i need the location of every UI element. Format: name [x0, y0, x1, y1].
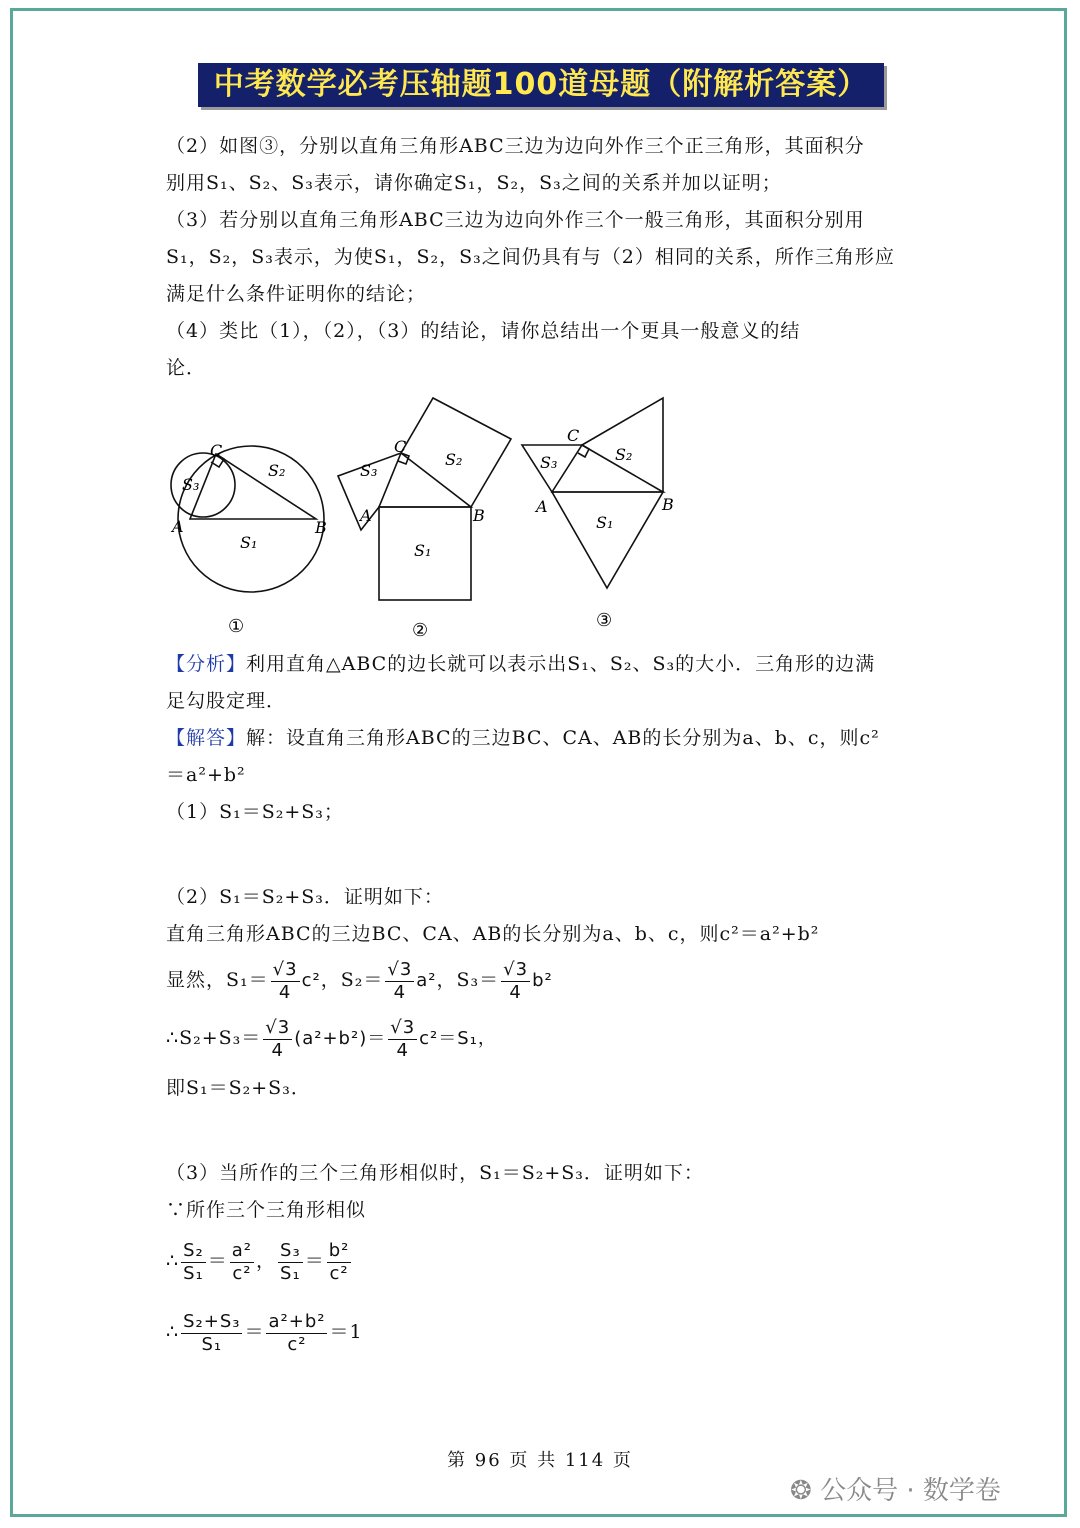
answer-part3-sum: ∴ $\frac{\text{S₂+S₃}}{\text{S₁}}$ ＝ $\frac{\text{a²+b²}}{\text{c²}}$ ＝1 [166, 1310, 363, 1355]
answer-part1: （1）S₁＝S₂+S₃； [166, 801, 344, 823]
question-p2-line1: （2）如图③，分别以直角三角形ABC三边为边向外作三个正三角形，其面积分 [166, 135, 865, 157]
frac-s2s3-s1: $\frac{\text{S₂+S₃}}{\text{S₁}}$ [183, 1310, 241, 1355]
analysis-line1 [166, 652, 875, 676]
answer-part2-line2 [166, 955, 553, 1006]
answer-part3-head: （3）当所作的三个三角形相似时，S₁＝S₂+S₃．证明如下： [166, 1162, 704, 1184]
therefore-sign: ∴ [166, 1250, 180, 1272]
figure-2 [338, 398, 511, 600]
question-p4-line1: （4）类比（1），（2），（3）的结论，请你总结出一个更具一般意义的结 [166, 320, 801, 342]
fig1-label-B: B [315, 518, 327, 537]
frac-sqrt3-4: $\frac{√3}{4}$ [265, 1016, 291, 1061]
a-squared: a² [416, 970, 437, 991]
question-p3-line1: （3）若分别以直角三角形ABC三边为边向外作三个一般三角形，其面积分别用 [166, 209, 865, 231]
c-squared: c² [301, 970, 321, 991]
b-squared: b² [532, 970, 553, 991]
geometry-figures [160, 390, 720, 650]
fig2-label-S1: S₁ [414, 541, 432, 560]
frac-sqrt3-4: $\frac{√3}{4}$ [272, 958, 298, 1003]
fig3-label-B: B [662, 495, 674, 514]
fig1-label-C: C [210, 441, 223, 460]
fig1-label-S1: S₁ [240, 533, 258, 552]
answer-line2: ＝a²+b² [166, 764, 246, 786]
fig3-label-A: A [536, 497, 548, 516]
fig2-label-B: B [473, 506, 485, 525]
answer-part2-line4: 即S₁＝S₂+S₃． [166, 1077, 311, 1099]
fig3-caption: ③ [596, 610, 613, 631]
fig3-label-S2: S₂ [615, 445, 633, 464]
wechat-icon: ❂ [790, 1476, 812, 1506]
question-p3-line3: 满足什么条件证明你的结论； [166, 283, 427, 305]
fig2-label-S2: S₂ [445, 450, 463, 469]
frac-sqrt3-4: $\frac{√3}{4}$ [503, 958, 529, 1003]
fig1-caption: ① [228, 616, 245, 637]
page-number: 第 96 页 共 114 页 [447, 1450, 633, 1471]
answer-text: 解：设直角三角形ABC的三边BC、CA、AB的长分别为a、b、c，则c² [246, 727, 880, 749]
answer-line1 [166, 726, 880, 750]
fig2-caption: ② [412, 620, 429, 641]
fig2-label-S3: S₃ [360, 461, 378, 480]
equals-one: ＝1 [329, 1321, 363, 1343]
fig1-label-S3: S₃ [182, 475, 200, 494]
s3-eq: ，S₃＝ [436, 969, 500, 991]
frac-s2-s1: $\frac{\text{S₂}}{\text{S₁}}$ [183, 1239, 204, 1284]
analysis-line2: 足勾股定理． [166, 690, 287, 712]
frac-a2-c2: $\frac{\text{a²}}{\text{c²}}$ [231, 1239, 253, 1284]
question-p4-line2: 论． [166, 357, 207, 379]
answer-part2-line3 [166, 1013, 497, 1064]
frac-a2b2-c2: $\frac{\text{a²+b²}}{\text{c²}}$ [268, 1310, 326, 1355]
analysis-text: 利用直角△ABC的边长就可以表示出S₁、S₂、S₃的大小．三角形的边满 [246, 653, 876, 675]
frac-b2-c2: $\frac{\text{b²}}{\text{c²}}$ [328, 1239, 350, 1284]
answer-part3-ratio: ∴ $\frac{\text{S₂}}{\text{S₁}}$ ＝ $\frac{\text{a²}}{\text{c²}}$ ， $\frac{\text{S₃}}{\text{S₁}}$ ＝ $\frac{\text{b²}}{\text{c²}}$ [166, 1239, 350, 1284]
therefore-sign: ∴ [166, 1321, 180, 1343]
answer-part3-line1: ∵所作三个三角形相似 [166, 1199, 367, 1221]
frac-sqrt3-4: $\frac{√3}{4}$ [387, 958, 413, 1003]
fig2-label-C: C [394, 437, 407, 456]
fig3-label-C: C [567, 426, 580, 445]
s2-eq: ，S₂＝ [320, 969, 384, 991]
page-title: 中考数学必考压轴题100道母题（附解析答案） [198, 63, 884, 107]
answer-part2-head: （2）S₁＝S₂+S₃．证明如下： [166, 886, 444, 908]
text-xianran: 显然， [166, 969, 227, 991]
sum-eq: ∴S₂+S₃＝ [166, 1027, 262, 1049]
fig1-label-S2: S₂ [268, 461, 286, 480]
answer-tag: 【解答】 [166, 727, 247, 749]
question-p2-line2: 别用S₁、S₂、S₃表示，请你确定S₁，S₂，S₃之间的关系并加以证明； [166, 172, 782, 194]
question-p3-line2: S₁，S₂，S₃表示，为使S₁，S₂，S₃之间仍具有与（2）相同的关系，所作三角形应 [166, 246, 895, 268]
a2-plus-b2: (a²+b²)＝ [294, 1028, 387, 1049]
s1-eq: S₁＝ [226, 969, 269, 991]
fig2-label-A: A [360, 506, 372, 525]
figure-1 [171, 446, 324, 592]
fig3-label-S3: S₃ [540, 453, 558, 472]
watermark: ❂ 公众号 · 数学卷 [790, 1476, 1001, 1506]
figure-3 [522, 398, 663, 588]
fig1-label-A: A [172, 517, 184, 536]
c2-eq-s1: c²＝S₁， [419, 1028, 497, 1049]
frac-sqrt3-4: $\frac{√3}{4}$ [390, 1016, 416, 1061]
answer-part2-line1: 直角三角形ABC的三边BC、CA、AB的长分别为a、b、c，则c²＝a²+b² [166, 923, 820, 945]
frac-s3-s1: $\frac{\text{S₃}}{\text{S₁}}$ [280, 1239, 301, 1284]
analysis-tag: 【分析】 [166, 653, 247, 675]
fig3-label-S1: S₁ [596, 513, 614, 532]
